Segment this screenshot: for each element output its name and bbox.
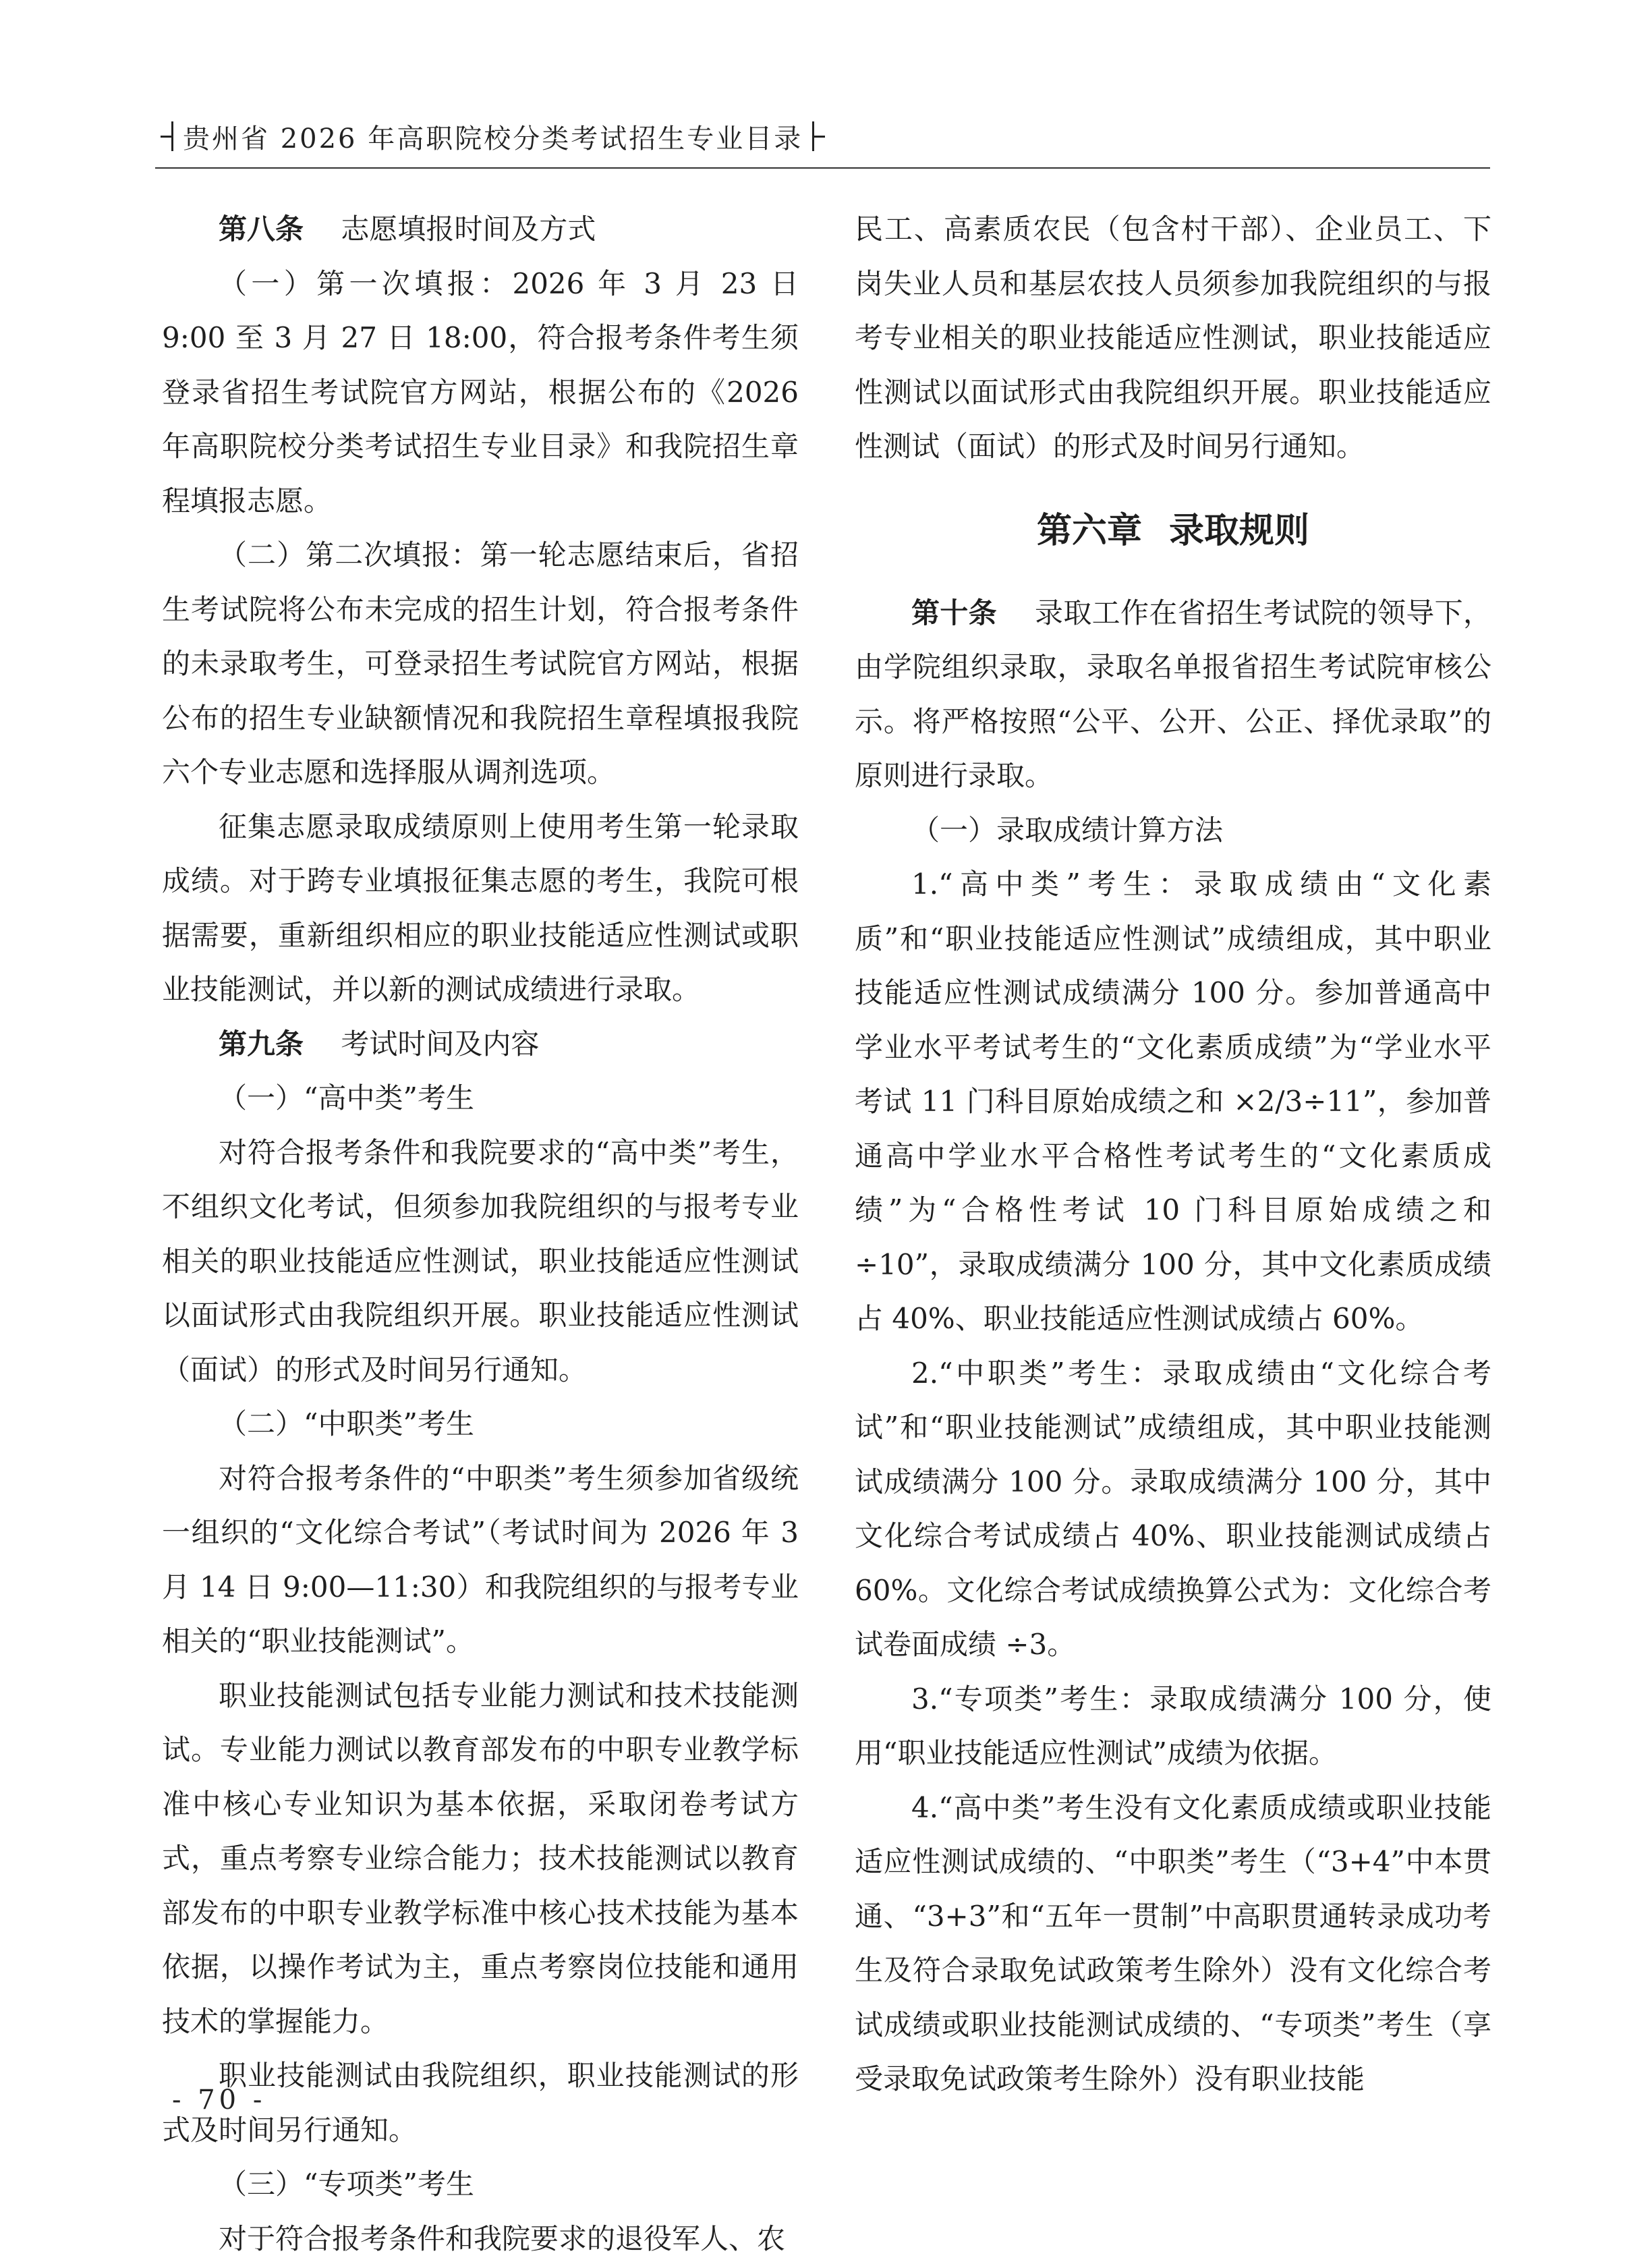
paragraph: 职业技能测试包括专业能力测试和技术技能测试。专业能力测试以教育部发布的中职专业教学标准中核心专业知识为基本依据，采取闭卷考试方式，重点考察专业综合能力；技术技能测试以教育部发布的中职专业教学标准中核心技术技能为基本依据，以操作考试为主，重点考察岗位技能和通用技术的掌握能力。	[162, 1669, 799, 2049]
paragraph: 2.“中职类”考生：录取成绩由“文化综合考试”和“职业技能测试”成绩组成，其中职业技能测试成绩满分 100 分。录取成绩满分 100 分，其中文化综合考试成绩占 40%、职业技能测试成绩占 60%。文化综合考试成绩换算公式为：文化综合考试卷面成绩 ÷3。	[855, 1347, 1491, 1672]
header-left-bracket	[171, 121, 173, 151]
subheading: （一）“高中类”考生	[162, 1071, 799, 1126]
right-column	[855, 202, 1491, 2107]
paragraph: （一）第一次填报：2026 年 3 月 23 日 9:00 至 3 月 27 日 18:00，符合报考条件考生须登录省招生考试院官方网站，根据公布的《2026 年高职院校分类考试招生专业目录》和我院招生章程填报志愿。	[162, 257, 799, 529]
article-9-heading: 第九条 考试时间及内容	[162, 1017, 799, 1072]
subheading: （三）“专项类”考生	[162, 2157, 799, 2212]
left-column	[162, 202, 799, 2266]
chapter-title: 录取规则	[1169, 486, 1309, 575]
chapter-number: 第六章	[1037, 486, 1142, 575]
paragraph: 4.“高中类”考生没有文化素质成绩或职业技能适应性测试成绩的、“中职类”考生（“3+4”中本贯通、“3+3”和“五年一贯制”中高职贯通转录成功考生及符合录取免试政策考生除外）没有文化综合考试成绩或职业技能测试成绩的、“专项类”考生（享受录取免试政策考生除外）没有职业技能	[855, 1781, 1491, 2107]
paragraph: 征集志愿录取成绩原则上使用考生第一轮录取成绩。对于跨专业填报征集志愿的考生，我院可根据需要，重新组织相应的职业技能适应性测试或职业技能测试，并以新的测试成绩进行录取。	[162, 800, 799, 1017]
running-header	[162, 116, 824, 157]
chapter-heading	[855, 474, 1491, 586]
header-right-bracket	[812, 121, 814, 151]
paragraph-continued: 民工、高素质农民（包含村干部）、企业员工、下岗失业人员和基层农技人员须参加我院组织的与报考专业相关的职业技能适应性测试，职业技能适应性测试以面试形式由我院组织开展。职业技能适应性测试（面试）的形式及时间另行通知。	[855, 202, 1491, 474]
paragraph: 1.“高中类”考生：录取成绩由“文化素质”和“职业技能适应性测试”成绩组成，其中职业技能适应性测试成绩满分 100 分。参加普通高中学业水平考试考生的“文化素质成绩”为“学业水平考试 11 门科目原始成绩之和 ×2/3÷11”，参加普通高中学业水平合格性考试考生的“文化素质成绩”为“合格性考试 10 门科目原始成绩之和 ÷10”，录取成绩满分 100 分，其中文化素质成绩占 40%、职业技能适应性测试成绩占 60%。	[855, 857, 1491, 1347]
paragraph: 对符合报考条件和我院要求的“高中类”考生，不组织文化考试，但须参加我院组织的与报考专业相关的职业技能适应性测试，职业技能适应性测试以面试形式由我院组织开展。职业技能适应性测试（面试）的形式及时间另行通知。	[162, 1126, 799, 1398]
paragraph: 对于符合报考条件和我院要求的退役军人、农	[162, 2212, 799, 2266]
paragraph: 3.“专项类”考生：录取成绩满分 100 分，使用“职业技能适应性测试”成绩为依据。	[855, 1672, 1491, 1781]
paragraph: 职业技能测试由我院组织，职业技能测试的形式及时间另行通知。	[162, 2049, 799, 2157]
paragraph: 对符合报考条件的“中职类”考生须参加省级统一组织的“文化综合考试”（考试时间为 2026 年 3 月 14 日 9:00—11:30）和我院组织的与报考专业相关的“职业技能测试”。	[162, 1452, 799, 1669]
article-8-heading: 第八条 志愿填报时间及方式	[162, 202, 799, 257]
article-10: 第十条 录取工作在省招生考试院的领导下，由学院组织录取，录取名单报省招生考试院审核公示。将严格按照“公平、公开、公正、择优录取”的原则进行录取。	[855, 586, 1491, 803]
header-title: 贵州省 2026 年高职院校分类考试招生专业目录	[183, 117, 803, 156]
subheading: （二）“中职类”考生	[162, 1397, 799, 1452]
subheading: （一）录取成绩计算方法	[855, 803, 1491, 858]
header-rule	[155, 167, 1490, 169]
paragraph: （二）第二次填报：第一轮志愿结束后，省招生考试院将公布未完成的招生计划，符合报考条件的未录取考生，可登录招生考试院官方网站，根据公布的招生专业缺额情况和我院招生章程填报我院六个专业志愿和选择服从调剂选项。	[162, 528, 799, 800]
page-number: - 70 -	[172, 2085, 266, 2116]
